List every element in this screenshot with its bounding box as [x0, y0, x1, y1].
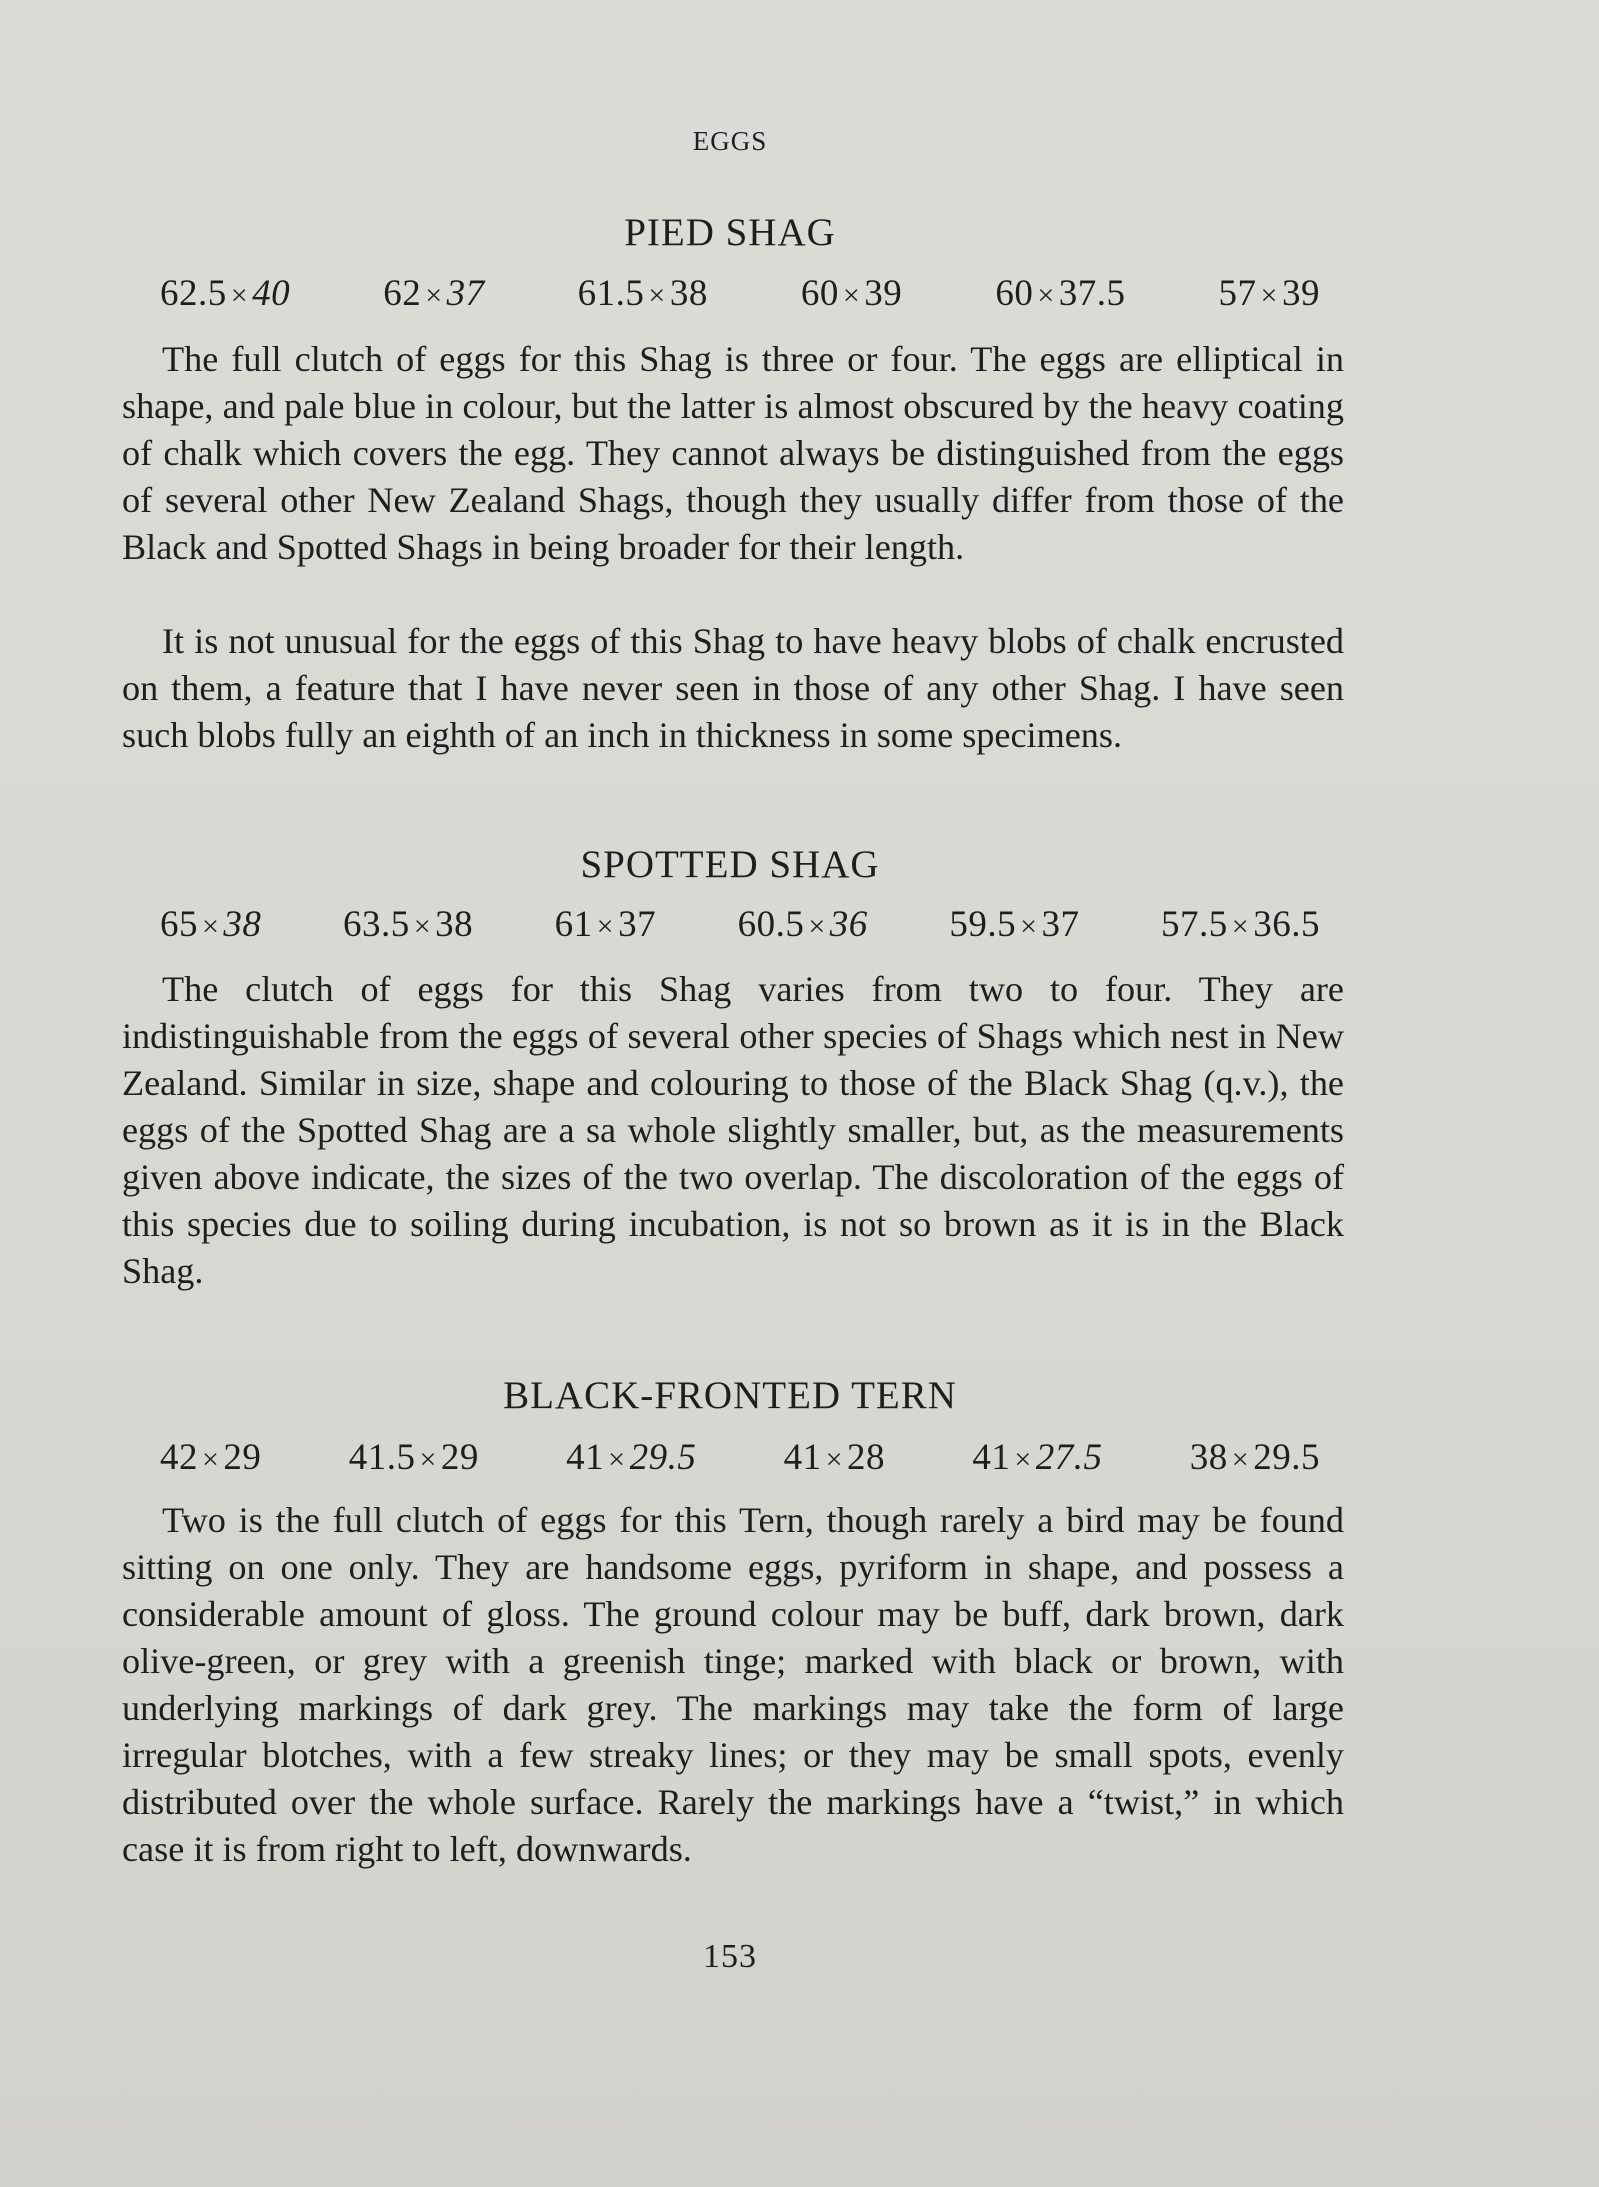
egg-length: 61.5 — [577, 273, 645, 314]
egg-measurement — [1161, 903, 1320, 946]
egg-measurement — [801, 272, 902, 315]
times-sign: × — [608, 1443, 626, 1476]
egg-measurement — [784, 1436, 885, 1479]
egg-measurement — [738, 903, 868, 946]
egg-measurement — [1219, 272, 1320, 315]
egg-breadth: 29.5 — [1253, 1437, 1320, 1478]
egg-length: 62 — [383, 273, 422, 314]
egg-length: 41 — [566, 1437, 605, 1478]
egg-breadth: 29.5 — [629, 1437, 697, 1478]
page-number: 153 — [703, 1938, 757, 1975]
egg-breadth: 29 — [440, 1437, 479, 1478]
times-sign: × — [413, 910, 432, 943]
egg-length: 41.5 — [348, 1437, 416, 1478]
egg-breadth: 37 — [618, 904, 657, 945]
egg-breadth: 36 — [829, 904, 868, 945]
egg-measurement — [343, 903, 473, 946]
egg-length: 41 — [972, 1437, 1011, 1478]
section-title-pied-shag: PIED SHAG — [624, 211, 836, 254]
paragraph-pied-shag-2: It is not unusual for the eggs of this Shag to have heavy blobs of chalk encrusted on them, a feature that I have never seen in those of any other Shag. I have seen such blobs fully an eighth of an inch in thickness in some specimens. — [122, 621, 1344, 755]
egg-length: 60.5 — [737, 904, 805, 945]
times-sign: × — [842, 279, 861, 312]
egg-measurement — [349, 1436, 479, 1479]
egg-length: 63.5 — [342, 904, 410, 945]
egg-length: 57.5 — [1161, 904, 1228, 945]
egg-breadth: 37 — [1041, 904, 1080, 945]
section-title-spotted-shag: SPOTTED SHAG — [580, 843, 880, 886]
times-sign: × — [1020, 910, 1038, 943]
egg-measurement — [566, 1436, 696, 1479]
egg-measurement — [578, 272, 708, 315]
egg-length: 38 — [1189, 1437, 1228, 1478]
egg-measurement — [995, 272, 1125, 315]
times-sign: × — [425, 279, 443, 312]
times-sign: × — [1260, 279, 1278, 312]
times-sign: × — [202, 1443, 220, 1476]
section-title-black-fronted-tern: BLACK-FRONTED TERN — [503, 1374, 957, 1417]
paragraph-pied-shag-1: The full clutch of eggs for this Shag is three or four. The eggs are elliptical in shape, and pale blue in colour, but the latter is almost obscured by the heavy coating of chalk which covers the egg. They cannot always be distinguished from the eggs of several other New Zealand Shags, though they usually differ from those of the Black and Spotted Shags in being broader for their length. — [122, 339, 1344, 567]
measurements-spotted-shag — [160, 903, 1320, 946]
egg-length: 41 — [783, 1437, 822, 1478]
egg-length: 65 — [160, 904, 198, 945]
times-sign: × — [230, 279, 249, 312]
egg-measurement — [1190, 1436, 1320, 1479]
egg-length: 60 — [800, 273, 839, 314]
paragraph-black-fronted-tern-1: Two is the full clutch of eggs for this Tern, though rarely a bird may be found sitting on one only. They are handsome eggs, pyriform in shape, and possess a considerable amount of gloss. The ground colour may be buff, dark brown, dark olive-green, or grey with a greenish tinge; marked with black or brown, with underlying markings of dark grey. The markings may take the form of large irregular blotches, with a few streaky lines; or they may be small spots, evenly distributed over the whole surface. Rarely the markings have a “twist,” in which case it is from right to left, downwards. — [122, 1500, 1344, 1869]
egg-breadth: 40 — [252, 273, 291, 314]
times-sign: × — [825, 1443, 844, 1476]
egg-measurement — [949, 903, 1079, 946]
times-sign: × — [1231, 1443, 1250, 1476]
egg-breadth: 27.5 — [1035, 1437, 1103, 1478]
egg-measurement — [555, 903, 656, 946]
egg-breadth: 29 — [223, 1437, 262, 1478]
egg-length: 57 — [1218, 273, 1257, 314]
egg-breadth: 38 — [435, 904, 474, 945]
times-sign: × — [1231, 910, 1250, 943]
egg-measurement — [383, 272, 484, 315]
times-sign: × — [1014, 1443, 1032, 1476]
egg-breadth: 36.5 — [1253, 904, 1320, 945]
egg-breadth: 38 — [669, 273, 708, 314]
times-sign: × — [648, 279, 666, 312]
egg-length: 42 — [160, 1437, 198, 1478]
egg-breadth: 39 — [864, 273, 903, 314]
egg-length: 60 — [995, 273, 1034, 314]
egg-length: 59.5 — [949, 904, 1017, 945]
egg-breadth: 28 — [847, 1437, 886, 1478]
times-sign: × — [808, 910, 826, 943]
egg-breadth: 38 — [223, 904, 262, 945]
egg-length: 61 — [554, 904, 593, 945]
times-sign: × — [596, 910, 615, 943]
times-sign: × — [202, 910, 220, 943]
paragraph-spotted-shag-1: The clutch of eggs for this Shag varies from two to four. They are indistinguishable from the eggs of several other species of Shags which nest in New Zealand. Similar in size, shape and colouring to those of the Black Shag (q.v.), the eggs of the Spotted Shag are a sa whole slightly smaller, but, as the measurements given above indicate, the sizes of the two overlap. The discoloration of the eggs of this species due to soiling during incubation, is not so brown as it is in the Black Shag. — [122, 969, 1344, 1291]
egg-breadth: 39 — [1281, 273, 1320, 314]
egg-measurement — [160, 903, 261, 946]
times-sign: × — [1037, 279, 1055, 312]
egg-measurement — [160, 1436, 261, 1479]
egg-breadth: 37 — [446, 273, 485, 314]
measurements-black-fronted-tern — [160, 1436, 1320, 1479]
running-head: EGGS — [692, 126, 768, 156]
egg-measurement — [160, 272, 290, 315]
egg-breadth: 37.5 — [1058, 273, 1126, 314]
measurements-pied-shag — [160, 272, 1320, 315]
egg-length: 62.5 — [160, 273, 227, 314]
egg-measurement — [972, 1436, 1102, 1479]
times-sign: × — [419, 1443, 437, 1476]
